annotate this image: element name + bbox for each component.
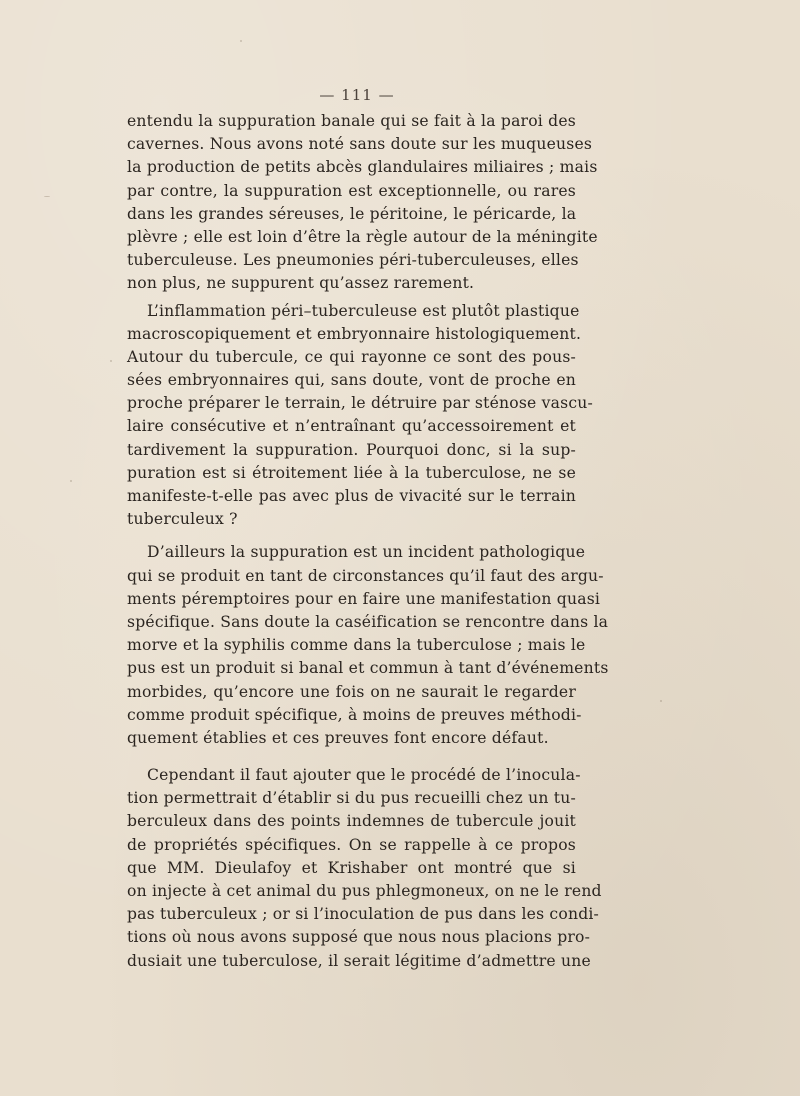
text-line: spécifique. Sans doute la caséification se rencontre dans la — [127, 612, 609, 631]
paper-speck — [240, 40, 242, 42]
text-line: par contre, la suppuration est exceptionnelle, ou rares — [127, 181, 576, 200]
paragraph-3 — [127, 541, 609, 750]
text-line: Cependant il faut ajouter que le procédé de l’inocula- — [147, 766, 581, 785]
text-line: non plus, ne suppurent qu’assez rarement. — [127, 274, 475, 293]
text-line: laire consécutive et n’entraînant qu’accessoirement et — [127, 417, 576, 436]
text-line: que MM. Dieulafoy et Krishaber ont montré que si — [127, 858, 576, 877]
text-line: tardivement la suppuration. Pourquoi donc, si la sup- — [127, 440, 576, 459]
text-line: qui se produit en tant de circonstances qu’il faut des argu- — [127, 566, 604, 585]
text-line: comme produit spécifique, à moins de preuves méthodi- — [127, 705, 582, 724]
body-text — [127, 110, 609, 973]
text-line: Autour du tubercule, ce qui rayonne ce sont des pous- — [127, 347, 576, 366]
text-line: tion permettrait d’établir si du pus recueilli chez un tu- — [127, 789, 576, 808]
text-line: manifeste-t-elle pas avec plus de vivacité sur le terrain — [127, 487, 576, 505]
page-number: — 111 — — [319, 86, 395, 104]
paper-speck — [110, 360, 112, 362]
text-line: pas tuberculeux ; or si l’inoculation de pus dans les condi- — [127, 905, 600, 924]
text-line: tuberculeuse. Les pneumonies péri-tuberculeuses, elles — [127, 251, 579, 270]
text-line: on injecte à cet animal du pus phlegmoneux, on ne le rend — [127, 882, 602, 900]
text-line: dans les grandes séreuses, le péritoine, le péricarde, la — [127, 204, 577, 223]
text-line: dusiait une tuberculose, il serait légitime d’admettre une — [127, 951, 591, 970]
text-line: tuberculeux ? — [127, 510, 238, 529]
paragraph-1 — [127, 110, 598, 296]
text-line: quement établies et ces preuves font encore défaut. — [127, 728, 549, 747]
text-line: la production de petits abcès glandulaires miliaires ; mais — [127, 158, 598, 177]
text-line: L’inflammation péri–tuberculeuse est plutôt plastique — [147, 301, 580, 320]
paper-speck — [470, 960, 472, 962]
text-line: morve et la syphilis comme dans la tuberculose ; mais le — [127, 636, 586, 655]
text-line: de propriétés spécifiques. On se rappelle à ce propos — [127, 835, 576, 854]
paper-speck — [44, 196, 50, 197]
text-line: proche préparer le terrain, le détruire par sténose vascu- — [127, 394, 593, 413]
text-line: berculeux dans des points indemnes de tubercule jouit — [127, 812, 576, 831]
text-line: D’ailleurs la suppuration est un incident pathologique — [147, 543, 586, 562]
text-line: entendu la suppuration banale qui se fait à la paroi des — [127, 112, 576, 130]
text-line: plèvre ; elle est loin d’être la règle autour de la méningite — [127, 227, 598, 246]
paragraph-4 — [127, 764, 602, 973]
text-line: macroscopiquement et embryonnaire histologiquement. — [127, 324, 582, 343]
text-line: tions où nous avons supposé que nous nous placions pro- — [127, 928, 591, 947]
text-line: ments péremptoires pour en faire une manifestation quasi — [127, 589, 601, 608]
paper-speck — [660, 700, 662, 702]
text-line: cavernes. Nous avons noté sans doute sur les muqueuses — [127, 135, 593, 154]
text-line: sées embryonnaires qui, sans doute, vont de proche en — [127, 371, 576, 390]
text-line: puration est si étroitement liée à la tuberculose, ne se — [127, 463, 576, 482]
text-line: morbides, qu’encore une fois on ne saurait le regarder — [127, 682, 576, 701]
text-line: pus est un produit si banal et commun à tant d’événements — [127, 659, 609, 678]
paper-speck — [70, 480, 72, 482]
paragraph-2 — [127, 300, 593, 532]
